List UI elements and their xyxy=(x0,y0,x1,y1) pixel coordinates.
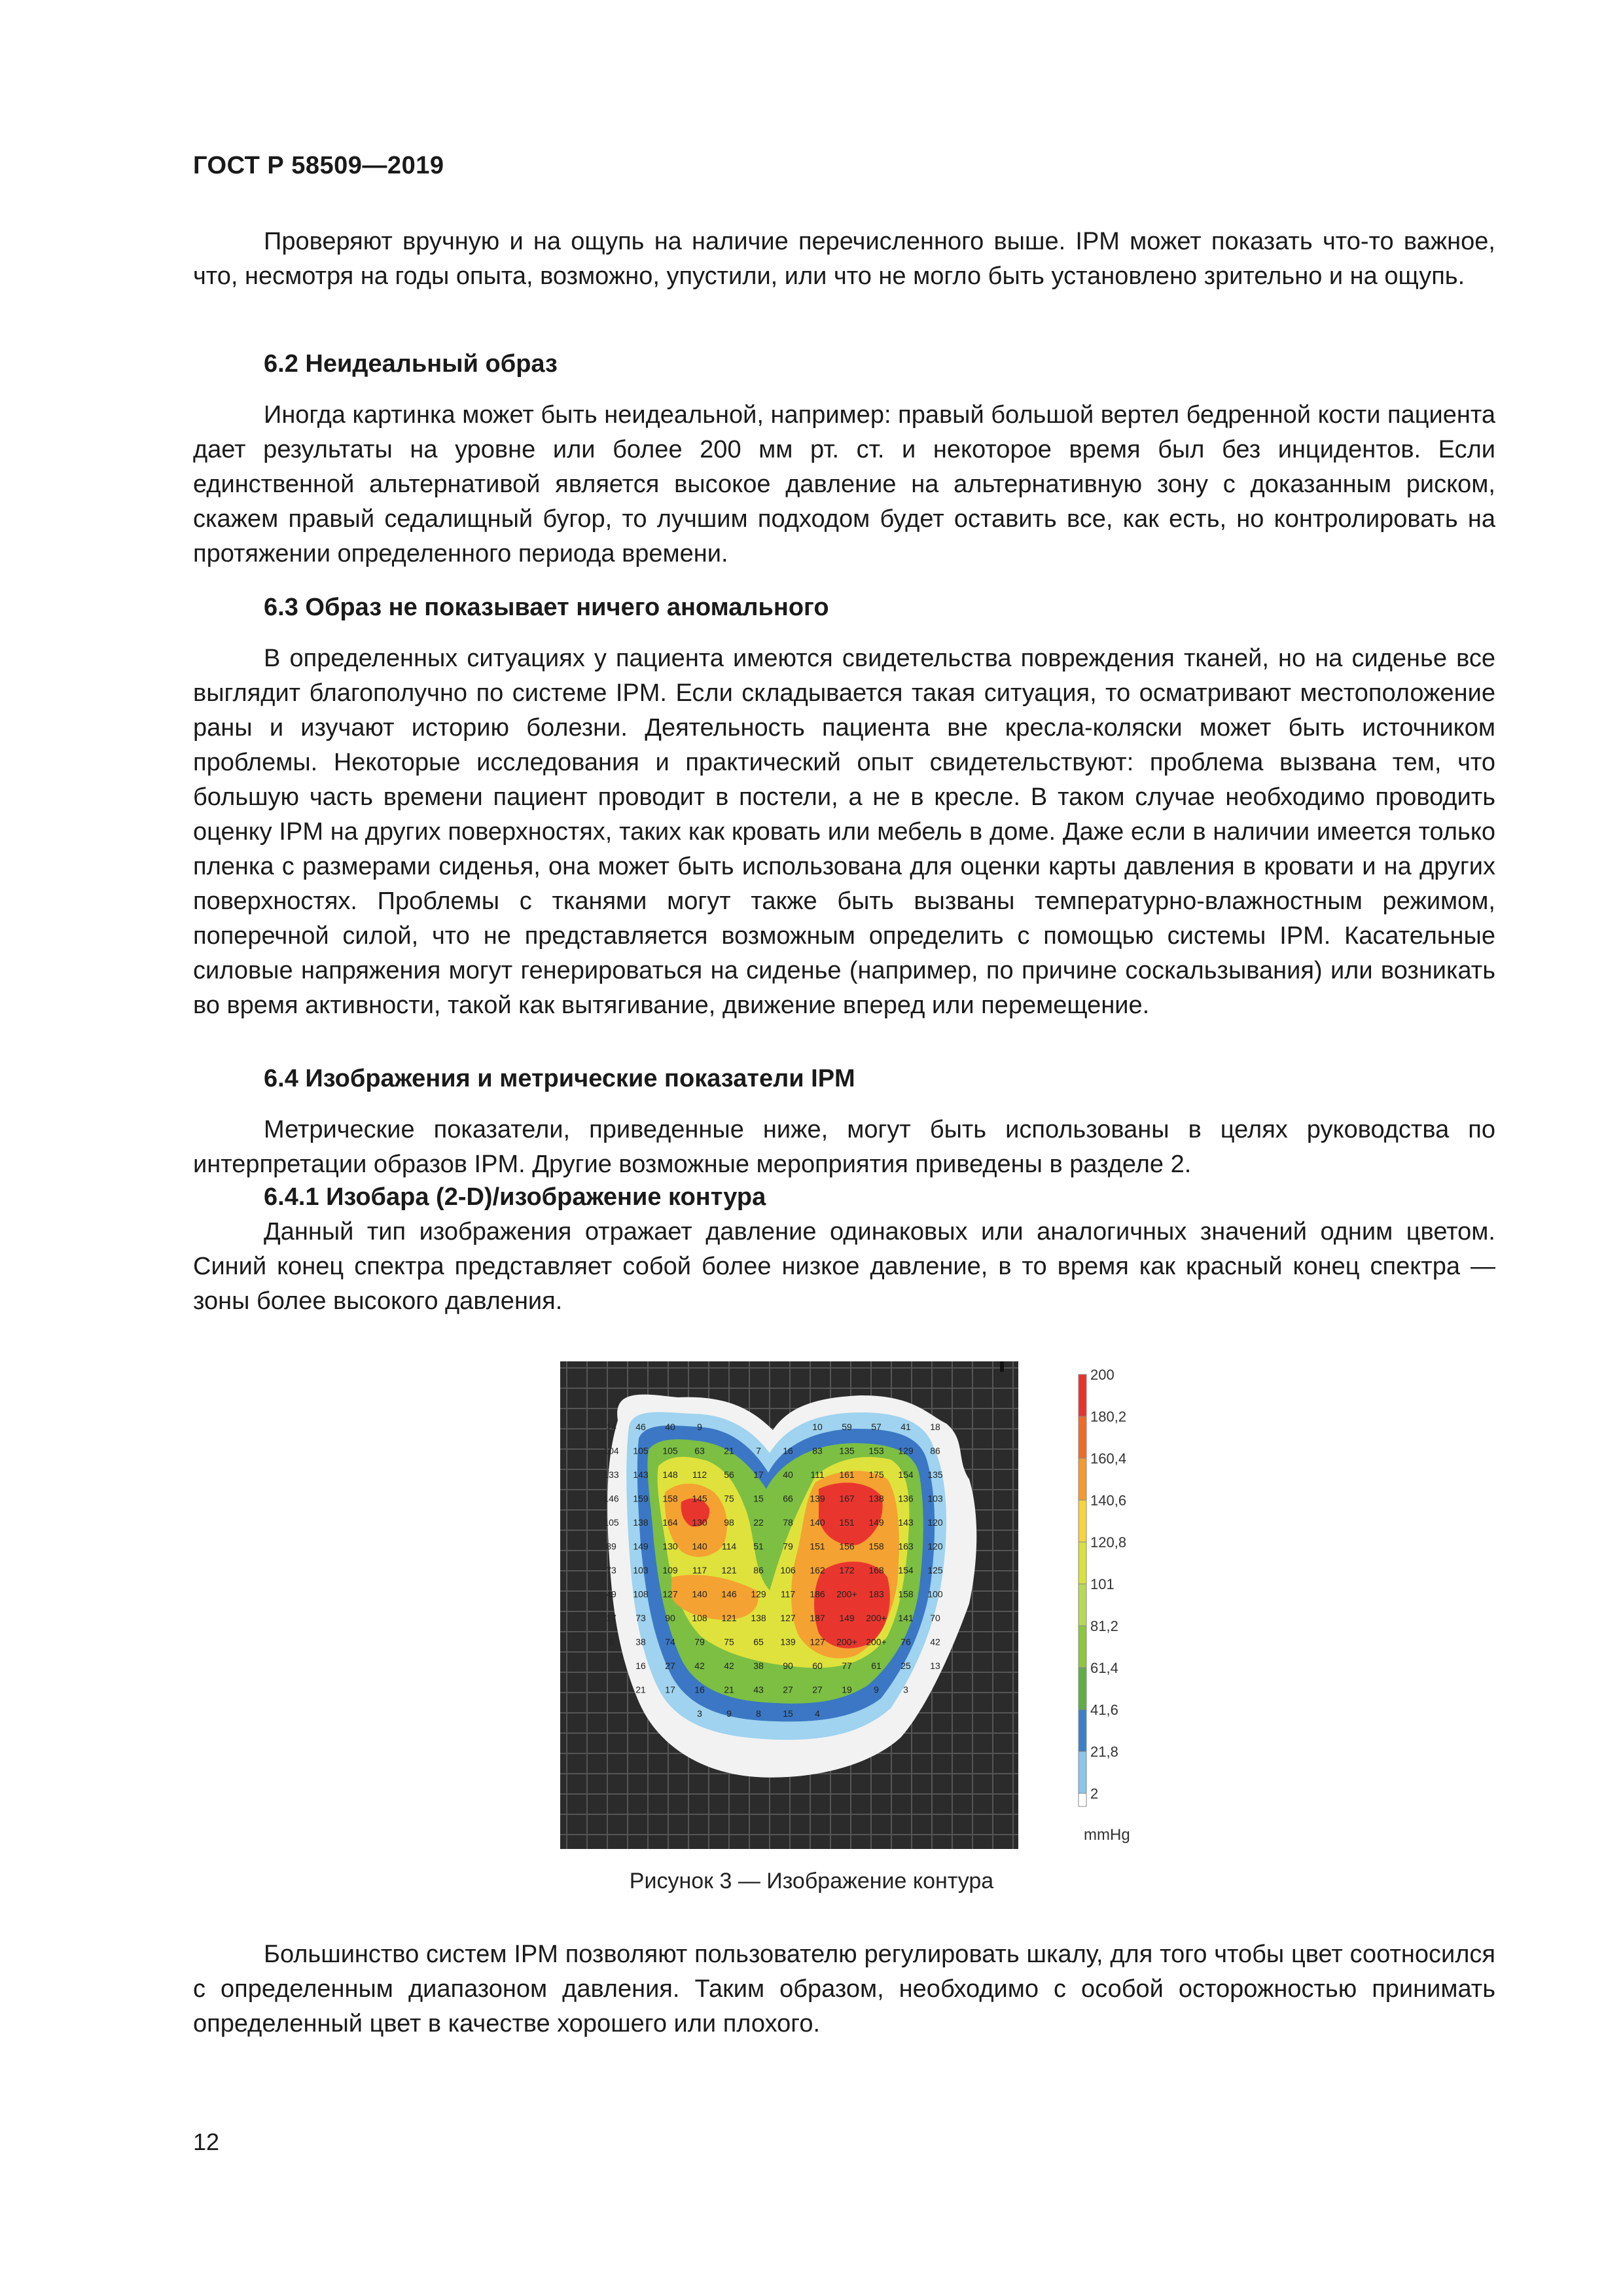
section-heading-6-3: 6.3 Образ не показывает ничего аномального xyxy=(264,594,829,621)
pressure-cell-value: 114 xyxy=(721,1541,737,1552)
pressure-cell-value: 75 xyxy=(724,1636,734,1647)
pressure-cell-value: 25 xyxy=(901,1660,911,1671)
paragraph-6-3 xyxy=(193,641,1495,1023)
pressure-cell-value: 151 xyxy=(810,1541,825,1552)
pressure-cell-value: 130 xyxy=(662,1541,678,1552)
pressure-map-figure xyxy=(560,1361,1020,1851)
pressure-cell-value: 46 xyxy=(635,1422,646,1432)
pressure-cell-value: 98 xyxy=(724,1517,734,1528)
scale-color-segment xyxy=(1079,1793,1086,1806)
pressure-cell-value: 151 xyxy=(839,1517,855,1528)
pressure-cell-value: 109 xyxy=(662,1565,678,1575)
pressure-cell-value: 40 xyxy=(665,1422,675,1432)
scale-color-segment xyxy=(1079,1668,1086,1710)
pressure-cell-value: 40 xyxy=(783,1469,793,1480)
pressure-cell-value: 65 xyxy=(753,1636,764,1647)
paragraph-intro xyxy=(193,224,1495,294)
pressure-cell-value: 159 xyxy=(633,1493,649,1504)
pressure-cell-value: 21 xyxy=(724,1684,734,1695)
scale-tick-label: 200 xyxy=(1090,1368,1115,1383)
scale-tick-label: 140,6 xyxy=(1090,1492,1127,1509)
paragraph-6-4 xyxy=(193,1113,1495,1182)
pressure-cell-value: 175 xyxy=(868,1469,884,1480)
pressure-cell-value: 27 xyxy=(812,1684,823,1695)
pressure-cell-value: 146 xyxy=(603,1493,619,1504)
pressure-cell-value: 21 xyxy=(635,1684,646,1695)
pressure-cell-value: 163 xyxy=(898,1541,914,1552)
pressure-cell-value: 148 xyxy=(662,1469,678,1480)
pressure-cell-value: 129 xyxy=(898,1445,914,1456)
pressure-cell-value: 105 xyxy=(603,1517,619,1528)
pressure-cell-value: 9 xyxy=(726,1708,732,1719)
pressure-cell-value: 73 xyxy=(635,1613,646,1623)
pressure-cell-value: 111 xyxy=(810,1469,825,1480)
paragraph-text: Метрические показатели, приведенные ниже, могут быть использованы в целях руководства по интерпретации образов IPM. Другие возможные мероприятия приведены в разделе 2. xyxy=(193,1116,1495,1178)
section-heading-6-4: 6.4 Изображения и метрические показатели IPM xyxy=(264,1065,855,1092)
pressure-cell-value: 112 xyxy=(692,1469,707,1480)
pressure-cell-value: 140 xyxy=(692,1588,707,1600)
paragraph-text: Иногда картинка может быть неидеальной, например: правый большой вертел бедренной кости пациента дает результаты на уровне или более 200 мм рт. ст. и некоторое время был без инцидентов. Если единственной альтернативой является высокое давление на альтернативную зону с доказанным риском, скажем правый седалищный бугор, то лучшим подходом будет оставить все, как есть, но контролировать на протяжении определенного периода времени. xyxy=(193,401,1495,567)
scale-color-segment xyxy=(1079,1416,1086,1458)
pressure-cell-value: 143 xyxy=(898,1517,914,1528)
pressure-cell-value: 127 xyxy=(662,1588,678,1600)
pressure-cell-value: 143 xyxy=(633,1469,649,1480)
pressure-cell-value: 51 xyxy=(753,1541,764,1552)
pressure-cell-value: 139 xyxy=(810,1493,825,1504)
pressure-cell-value: 135 xyxy=(927,1469,943,1480)
pressure-cell-value: 139 xyxy=(780,1636,796,1647)
pressure-cell-value: 8 xyxy=(756,1708,761,1719)
scale-tick-label: 2 xyxy=(1090,1785,1099,1802)
scale-color-segment xyxy=(1079,1374,1086,1416)
scale-color-segment xyxy=(1079,1626,1086,1668)
pressure-cell-value: 125 xyxy=(927,1565,943,1575)
pressure-cell-value: 108 xyxy=(692,1613,707,1623)
pressure-cell-value: 140 xyxy=(692,1541,707,1552)
pressure-cell-value: 200+ xyxy=(836,1636,857,1647)
pressure-scale xyxy=(560,1361,1020,1851)
pressure-cell-value: 79 xyxy=(694,1636,705,1647)
pressure-cell-value: 60 xyxy=(812,1660,823,1671)
scale-tick-label: 120,8 xyxy=(1090,1534,1127,1551)
pressure-cell-value: 121 xyxy=(721,1613,737,1623)
pressure-cell-value: 38 xyxy=(753,1660,764,1671)
pressure-cell-value: 15 xyxy=(753,1493,764,1504)
pressure-cell-value: 153 xyxy=(868,1445,884,1456)
pressure-cell-value: 90 xyxy=(665,1613,675,1623)
pressure-cell-value: 200+ xyxy=(866,1613,887,1623)
scale-tick-label: 101 xyxy=(1090,1576,1115,1592)
standard-header: ГОСТ Р 58509—2019 xyxy=(193,152,444,179)
pressure-cell-value: 117 xyxy=(780,1588,796,1600)
pressure-cell-value: 75 xyxy=(724,1493,734,1504)
paragraph-text: В определенных ситуациях у пациента имеются свидетельства повреждения тканей, но на сиденье все выглядит благополучно по системе IPM. Если складывается такая ситуация, то осматривают местоположение раны и изучают историю болезни. Деятельность пациента вне кресла-коляски может быть источником проблемы. Некоторые исследования и практический опыт свидетельствуют: проблема вызвана тем, что большую часть времени пациент проводит в постели, а не в кресле. В таком случае необходимо проводить оценку IPM на других поверхностях, таких как кровать или мебель в доме. Даже если в наличии имеется только пленка с размерами сиденья, она может быть использована для оценки карты давления в кровати и на других поверхностях. Проблемы с тканями могут также быть вызваны температурно-влажностным режимом, поперечной силой, что не представляется возможным определить с помощью системы IPM. Касательные силовые напряжения могут генерироваться на сиденье (например, по причине соскальзывания) или возникать во время активности, такой как вытягивание, движение вперед или перемещение. xyxy=(193,645,1495,1019)
pressure-cell-value: 16 xyxy=(635,1660,646,1671)
pressure-cell-value: 167 xyxy=(839,1493,855,1504)
paragraph-text: Большинство систем IPM позволяют пользователю регулировать шкалу, для того чтобы цвет соотносился с определенным диапазоном давления. Таким образом, необходимо с особой осторожностью принимать определенный цвет в качестве хорошего или плохого. xyxy=(193,1941,1495,2037)
figure-caption: Рисунок 3 — Изображение контура xyxy=(629,1869,994,1893)
pressure-cell-value: 3 xyxy=(697,1708,702,1719)
pressure-cell-value: 3 xyxy=(903,1684,908,1695)
pressure-cell-value: 108 xyxy=(633,1588,649,1600)
pressure-cell-value: 76 xyxy=(901,1636,911,1647)
pressure-cell-value: 70 xyxy=(930,1613,940,1623)
paragraph-text: Проверяют вручную и на ощупь на наличие перечисленного выше. IPM может показать что-то важное, что, несмотря на годы опыта, возможно, упустили, или что не могло быть установлено зрительно и на ощупь. xyxy=(193,228,1495,290)
pressure-cell-value: 42 xyxy=(930,1636,940,1647)
pressure-cell-value: 117 xyxy=(692,1565,707,1575)
scale-color-segment xyxy=(1079,1458,1086,1500)
pressure-cell-value: 135 xyxy=(839,1445,855,1456)
scale-color-segment xyxy=(1079,1584,1086,1626)
pressure-cell-value: 66 xyxy=(783,1493,793,1504)
pressure-cell-value: 63 xyxy=(694,1445,705,1456)
pressure-cell-value: 19 xyxy=(842,1684,852,1695)
pressure-cell-value: 49 xyxy=(606,1588,616,1600)
pressure-cell-value: 100 xyxy=(927,1588,943,1600)
paragraph-6-4-1 xyxy=(193,1215,1495,1319)
pressure-cell-value: 133 xyxy=(603,1469,619,1480)
pressure-cell-value: 130 xyxy=(692,1517,707,1528)
pressure-cell-value: 57 xyxy=(871,1422,882,1432)
pressure-cell-value: 89 xyxy=(606,1541,616,1552)
scale-color-segment xyxy=(1079,1710,1086,1751)
scale-color-segment xyxy=(1079,1751,1086,1793)
scale-tick-label: 61,4 xyxy=(1090,1660,1118,1676)
pressure-cell-value: 16 xyxy=(783,1445,793,1456)
pressure-cell-value: 42 xyxy=(694,1660,705,1671)
pressure-cell-value: 158 xyxy=(662,1493,678,1504)
pressure-cell-value: 127 xyxy=(810,1636,825,1647)
pressure-cell-value: 149 xyxy=(633,1541,649,1552)
pressure-cell-value: 120 xyxy=(927,1517,943,1528)
pressure-cell-value: 86 xyxy=(930,1445,940,1456)
pressure-cell-value: 27 xyxy=(783,1684,793,1695)
pressure-cell-value: 127 xyxy=(780,1613,796,1623)
pressure-cell-value: 59 xyxy=(842,1422,852,1432)
pressure-cell-value: 10 xyxy=(812,1422,823,1432)
pressure-cell-value: 103 xyxy=(633,1565,649,1575)
color-scale-legend xyxy=(1073,1368,1178,1852)
pressure-cell-value: 106 xyxy=(780,1565,796,1575)
pressure-cell-value: 154 xyxy=(898,1469,914,1480)
scale-unit-label: mmHg xyxy=(1084,1826,1130,1844)
pressure-cell-value: 41 xyxy=(901,1422,911,1432)
pressure-cell-value: 161 xyxy=(839,1469,855,1480)
pressure-cell-value: 129 xyxy=(751,1588,766,1600)
pressure-cell-value: 136 xyxy=(898,1493,914,1504)
pressure-cell-value: 168 xyxy=(868,1565,884,1575)
pressure-cell-value: 14 xyxy=(606,1422,616,1432)
scale-tick-label: 41,6 xyxy=(1090,1702,1118,1718)
pressure-cell-value: 103 xyxy=(927,1493,943,1504)
pressure-cell-value: 77 xyxy=(842,1660,852,1671)
pressure-cell-value: 15 xyxy=(783,1708,793,1719)
pressure-cell-value: 183 xyxy=(868,1588,884,1600)
pressure-cell-value: 149 xyxy=(868,1517,884,1528)
pressure-cell-value: 86 xyxy=(753,1565,764,1575)
paragraph-6-2 xyxy=(193,398,1495,571)
pressure-cell-value: 164 xyxy=(662,1517,678,1528)
scale-tick-label: 21,8 xyxy=(1090,1744,1118,1760)
pressure-cell-value: 186 xyxy=(810,1588,825,1600)
pressure-cell-value: 16 xyxy=(694,1684,705,1695)
pressure-cell-value: 9 xyxy=(697,1422,702,1432)
pressure-cell-value: 145 xyxy=(692,1493,707,1504)
scale-tick-label: 81,2 xyxy=(1090,1618,1118,1634)
pressure-cell-value: 187 xyxy=(810,1613,825,1623)
pressure-cell-value: 18 xyxy=(930,1422,940,1432)
pressure-cell-value: 42 xyxy=(724,1660,734,1671)
pressure-cell-value: 105 xyxy=(662,1445,678,1456)
pressure-cell-value: 162 xyxy=(810,1565,825,1575)
pressure-cell-value: 17 xyxy=(606,1613,616,1623)
pressure-cell-value: 17 xyxy=(753,1469,764,1480)
pressure-cell-value: 200+ xyxy=(836,1588,857,1600)
pressure-cell-value: 13 xyxy=(930,1660,940,1671)
pressure-cell-value: 172 xyxy=(839,1565,855,1575)
scale-tick-label: 180,2 xyxy=(1090,1408,1127,1425)
section-heading-6-2: 6.2 Неидеальный образ xyxy=(264,350,558,378)
pressure-cell-value: 200+ xyxy=(866,1636,887,1647)
pressure-cell-value: 61 xyxy=(871,1660,882,1671)
pressure-cell-value: 9 xyxy=(874,1684,879,1695)
pressure-cell-value: 138 xyxy=(751,1613,766,1623)
pressure-cell-value: 140 xyxy=(810,1517,825,1528)
page-number: 12 xyxy=(193,2128,220,2155)
pressure-cell-value: 158 xyxy=(898,1588,914,1600)
pressure-cell-value: 78 xyxy=(783,1517,793,1528)
pressure-cell-value: 83 xyxy=(812,1445,823,1456)
pressure-cell-value: 38 xyxy=(635,1636,646,1647)
pressure-cell-value: 4 xyxy=(815,1708,820,1719)
pressure-cell-value: 22 xyxy=(753,1517,764,1528)
pressure-cell-value: 104 xyxy=(603,1445,619,1456)
pressure-cell-value: 105 xyxy=(633,1445,649,1456)
pressure-cell-value: 7 xyxy=(756,1445,761,1456)
paragraph-closing xyxy=(193,1937,1495,2041)
pressure-cell-value: 79 xyxy=(783,1541,793,1552)
pressure-cell-value: 8 xyxy=(609,1636,614,1647)
pressure-cell-value: 21 xyxy=(724,1445,734,1456)
pressure-cell-value: 74 xyxy=(665,1636,675,1647)
pressure-cell-value: 17 xyxy=(665,1684,675,1695)
scale-tick-label: 160,4 xyxy=(1090,1450,1127,1467)
pressure-cell-value: 141 xyxy=(898,1613,914,1623)
pressure-cell-value: 149 xyxy=(839,1613,855,1623)
scale-color-segment xyxy=(1079,1542,1086,1584)
pressure-cell-value: 138 xyxy=(868,1493,884,1504)
color-scale-bar xyxy=(1073,1368,1178,1852)
pressure-cell-value: 158 xyxy=(868,1541,884,1552)
pressure-cell-value: 121 xyxy=(721,1565,737,1575)
pressure-cell-value: 43 xyxy=(753,1684,764,1695)
pressure-cell-value: 138 xyxy=(633,1517,649,1528)
pressure-cell-value: 120 xyxy=(927,1541,943,1552)
paragraph-text: Данный тип изображения отражает давление одинаковых или аналогичных значений одним цветом. Синий конец спектра представляет собой более низкое давление, в то время как красный конец спектра —зоны более высокого давления. xyxy=(193,1218,1495,1315)
pressure-cell-value: 73 xyxy=(606,1565,616,1575)
pressure-cell-value: 156 xyxy=(839,1541,855,1552)
pressure-cell-value: 90 xyxy=(783,1660,793,1671)
pressure-cell-value: 146 xyxy=(721,1588,737,1600)
pressure-cell-value: 56 xyxy=(724,1469,734,1480)
scale-color-segment xyxy=(1079,1500,1086,1542)
pressure-cell-value: 154 xyxy=(898,1565,914,1575)
pressure-cell-value: 27 xyxy=(665,1660,675,1671)
section-heading-6-4-1: 6.4.1 Изобара (2-D)/изображение контура xyxy=(264,1183,766,1211)
